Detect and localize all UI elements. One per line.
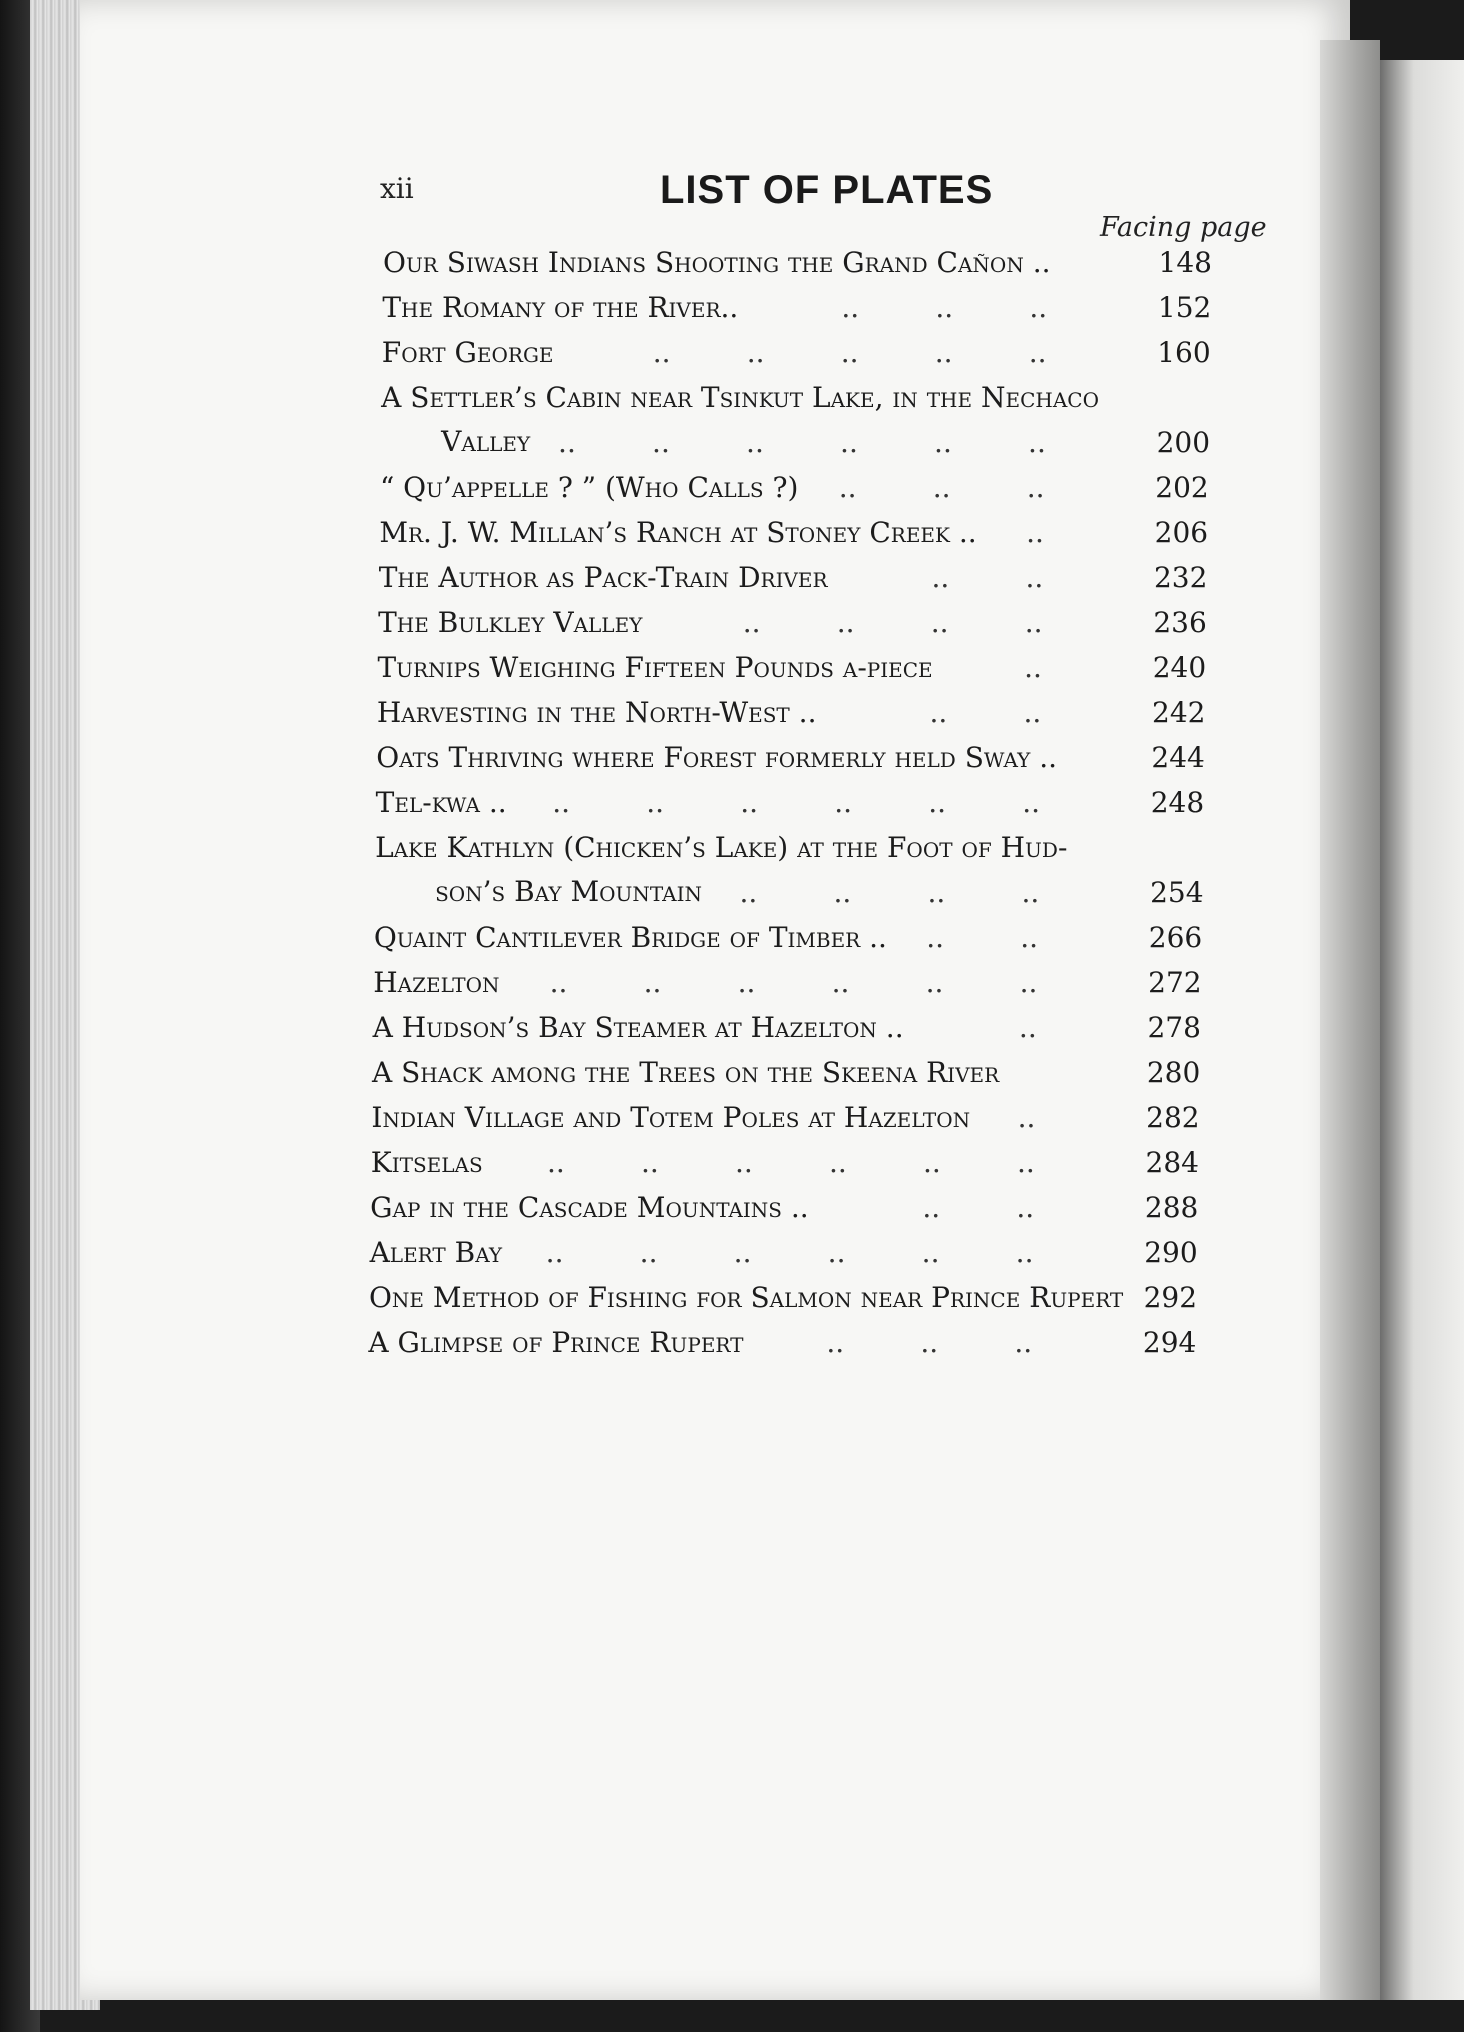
plate-title-continued: son’s Bay Mountain [435, 875, 702, 908]
plate-title: Mr. J. W. Millan’s Ranch at Stoney Creek .. [379, 516, 977, 549]
plate-title: Fort George [381, 336, 554, 369]
leader-dot: .. [841, 291, 860, 324]
leader-dot: .. [746, 426, 764, 459]
plate-entry [0, 606, 1280, 651]
plate-title-continued: Valley [441, 425, 531, 458]
leader-dot: .. [1016, 1191, 1035, 1224]
plate-title: The Bulkley Valley [378, 606, 643, 639]
plate-title: Hazelton [373, 966, 500, 999]
leader-dot: .. [1018, 1011, 1037, 1044]
leader-dot: .. [1017, 1101, 1036, 1134]
plate-page-number: 248 [1150, 786, 1205, 819]
plate-entry [0, 1101, 1280, 1146]
plate-title: Turnips Weighing Fifteen Pounds a-piece [377, 651, 933, 684]
plate-title: A Hudson’s Bay Steamer at Hazelton .. [372, 1011, 904, 1044]
plate-title: Kitselas [370, 1146, 483, 1179]
plate-title: One Method of Fishing for Salmon near Prince Rupert [368, 1281, 1124, 1314]
plate-title: Harvesting in the North-West .. [376, 696, 817, 729]
leader-dot: .. [1023, 696, 1042, 729]
leader-dot: .. [840, 426, 858, 459]
leader-dot: .. [826, 1326, 845, 1359]
plate-page-number: 244 [1151, 741, 1205, 774]
plate-page-number: 278 [1147, 1011, 1201, 1044]
plate-page-number: 288 [1144, 1191, 1199, 1224]
plate-title: Gap in the Cascade Mountains .. [370, 1191, 809, 1224]
plate-entry [0, 651, 1280, 696]
leader-dot: .. [831, 966, 850, 999]
plate-page-number: 280 [1146, 1056, 1201, 1089]
plate-title: A Glimpse of Prince Rupert [368, 1326, 744, 1359]
plate-title: The Author as Pack-Train Driver [378, 561, 828, 594]
plate-page-number: 240 [1152, 651, 1207, 684]
leader-dot: .. [929, 696, 948, 729]
leader-dot: .. [834, 786, 852, 819]
plate-page-number: 266 [1148, 921, 1203, 954]
plate-page-number: 294 [1142, 1326, 1197, 1359]
leader-dot: .. [746, 336, 765, 369]
leader-dot: .. [742, 606, 761, 639]
leader-dot: .. [927, 876, 946, 909]
plate-page-number: 152 [1157, 291, 1212, 324]
leader-dot: .. [646, 786, 664, 819]
leader-dot: .. [932, 471, 951, 504]
leader-dot: .. [652, 336, 671, 369]
page-title: LIST OF PLATES [660, 168, 994, 212]
plate-title: “ Qu’appelle ? ” (Who Calls ?) [379, 471, 799, 504]
leader-dot: .. [1026, 471, 1045, 504]
plate-entry [0, 786, 1280, 831]
plate-entry [0, 1236, 1280, 1281]
plate-entry [0, 381, 1280, 471]
leader-dot: .. [925, 966, 944, 999]
leader-dot: .. [1024, 606, 1043, 639]
leader-dot: .. [1029, 291, 1048, 324]
leader-dot: .. [1016, 1146, 1035, 1179]
plate-page-number: 272 [1148, 966, 1202, 999]
leader-dot: .. [1024, 651, 1042, 684]
leader-dot: .. [733, 1236, 752, 1269]
plate-page-number: 290 [1144, 1236, 1198, 1269]
leader-dot: .. [934, 426, 952, 459]
leader-dot: .. [737, 966, 756, 999]
plate-entry [0, 471, 1280, 516]
leader-dot: .. [1014, 1326, 1033, 1359]
plate-page-number: 254 [1150, 876, 1204, 909]
leader-dot: .. [1019, 966, 1038, 999]
leader-dot: .. [1028, 426, 1046, 459]
plate-entry [0, 1281, 1280, 1326]
plate-page-number: 292 [1143, 1281, 1198, 1314]
plate-title: Lake Kathlyn (Chicken’s Lake) at the Foot of Hud- [375, 831, 1068, 864]
plate-title: Indian Village and Totem Poles at Hazelton [371, 1101, 971, 1134]
column-heading: Facing page [1100, 212, 1267, 243]
plate-entry [0, 696, 1280, 741]
plate-entry [0, 1146, 1280, 1191]
plate-entry [0, 921, 1280, 966]
leader-dot: .. [838, 471, 857, 504]
plate-page-number: 236 [1153, 606, 1207, 639]
plate-title: A Shack among the Trees on the Skeena River [372, 1056, 1000, 1089]
leader-dot: .. [643, 966, 662, 999]
plate-title: The Romany of the River.. [382, 291, 739, 324]
leader-dot: .. [828, 1146, 847, 1179]
plate-entry [0, 1011, 1280, 1056]
leader-dot: .. [930, 606, 949, 639]
plate-title: Quaint Cantilever Bridge of Timber .. [373, 921, 887, 954]
leader-dot: .. [1015, 1236, 1034, 1269]
plate-title: A Settler’s Cabin near Tsinkut Lake, in the Nechaco [381, 381, 1099, 414]
leader-dot: .. [734, 1146, 753, 1179]
leader-dot: .. [934, 336, 953, 369]
plate-page-number: 206 [1154, 516, 1209, 549]
plate-entry [0, 1191, 1280, 1236]
plate-page-number: 284 [1145, 1146, 1199, 1179]
plate-entry [0, 1056, 1280, 1101]
leader-dot: .. [928, 786, 946, 819]
plate-page-number: 160 [1157, 336, 1211, 369]
plate-entry [0, 741, 1280, 786]
leader-dot: .. [935, 291, 954, 324]
plate-entry [0, 516, 1280, 561]
leader-dot: .. [921, 1236, 940, 1269]
plate-entry [0, 246, 1280, 291]
plate-title: Oats Thriving where Forest formerly held Sway .. [376, 741, 1058, 774]
leader-dot: .. [1028, 336, 1047, 369]
plate-entry [0, 831, 1280, 921]
leader-dot: .. [1022, 786, 1040, 819]
leader-dot: .. [1020, 921, 1039, 954]
plate-page-number: 232 [1153, 561, 1208, 594]
leader-dot: .. [545, 1236, 564, 1269]
plate-page-number: 148 [1158, 246, 1212, 279]
leader-dot: .. [640, 1146, 659, 1179]
leader-dot: .. [1026, 516, 1044, 549]
plate-entry [0, 966, 1280, 1011]
plate-title: Tel-kwa .. [375, 786, 507, 819]
leader-dot: .. [652, 426, 670, 459]
leader-dot: .. [546, 1146, 565, 1179]
leader-dot: .. [549, 966, 568, 999]
leader-dot: .. [833, 876, 852, 909]
leader-dot: .. [931, 561, 950, 594]
plate-page-number: 282 [1146, 1101, 1200, 1134]
leader-dot: .. [1025, 561, 1044, 594]
leader-dot: .. [552, 786, 570, 819]
plate-page-number: 202 [1155, 471, 1209, 504]
page-number: xii [380, 172, 414, 205]
leader-dot: .. [926, 921, 945, 954]
leader-dot: .. [922, 1146, 941, 1179]
leader-dot: .. [740, 786, 758, 819]
plate-entry [0, 561, 1280, 606]
leader-dot: .. [739, 876, 758, 909]
plate-title: Alert Bay [369, 1236, 503, 1269]
leader-dot: .. [920, 1326, 939, 1359]
leader-dot: .. [922, 1191, 941, 1224]
plate-page-number: 200 [1156, 426, 1211, 459]
plate-entry [0, 336, 1280, 381]
plate-page-number: 242 [1152, 696, 1206, 729]
plate-entry [0, 291, 1280, 336]
plate-title: Our Siwash Indians Shooting the Grand Cañon .. [383, 246, 1051, 279]
leader-dot: .. [1021, 876, 1040, 909]
leader-dot: .. [840, 336, 859, 369]
leader-dot: .. [827, 1236, 846, 1269]
leader-dot: .. [558, 426, 576, 459]
leader-dot: .. [639, 1236, 658, 1269]
leader-dot: .. [836, 606, 855, 639]
plate-entry [0, 1326, 1280, 1371]
